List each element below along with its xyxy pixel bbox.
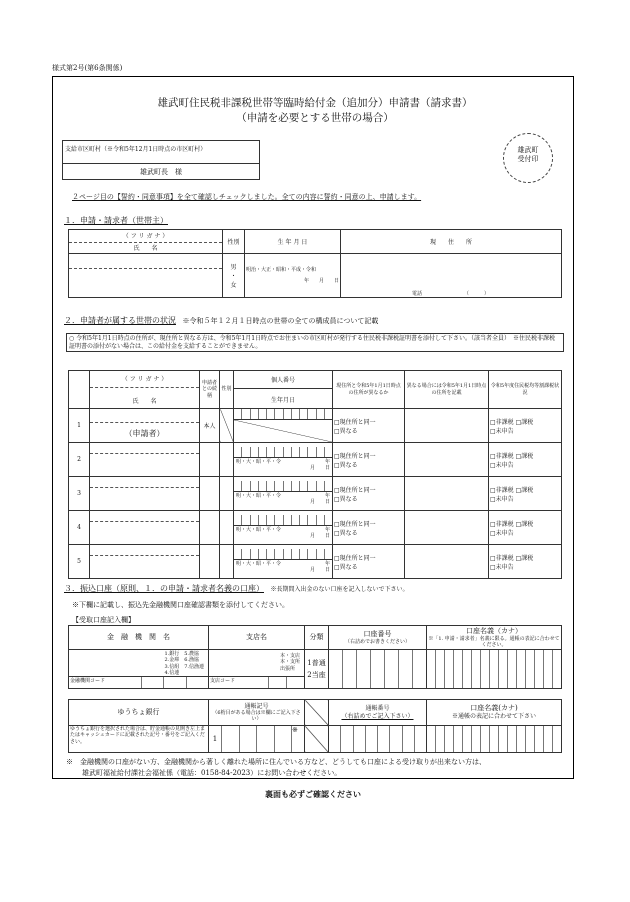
yucho-header: ゆうちょ銀行 [69, 700, 209, 726]
era-abbrev: 明・大・昭・平・令 [236, 492, 282, 499]
member-name-field[interactable] [90, 454, 199, 476]
birth-header: 生 年 月 日 [245, 230, 341, 254]
era-abbrev: 明・大・昭・平・令 [236, 526, 282, 533]
member-gender-field[interactable] [220, 443, 234, 477]
check-undeclared-label: □未申告 [490, 563, 514, 571]
year-label: 年 [324, 560, 330, 567]
address-box-label: 支給市区町村（※令和5年12月1日時点の市区町村） [63, 141, 259, 164]
address-box [62, 140, 260, 180]
member-name: （申請者） [124, 429, 165, 438]
passbook-symbol-field[interactable] [209, 726, 305, 753]
old-address-field[interactable] [405, 477, 489, 511]
my-number-field[interactable] [234, 447, 332, 458]
branch-type-1: 本・支店 [279, 653, 300, 659]
check-diff-label: □異なる [334, 427, 358, 435]
member-relation: 本人 [200, 409, 220, 443]
yucho-table [68, 699, 562, 753]
relation-header: 申請者との続柄 [200, 371, 220, 409]
tax-check-field[interactable] [489, 545, 562, 579]
check-taxfree-label: □非課税 [490, 554, 514, 562]
name-header: 氏 名 [133, 245, 158, 252]
tax-check-field[interactable] [489, 443, 562, 477]
address-check-field[interactable] [333, 511, 405, 545]
mayor-label: 雄武町長 様 [140, 168, 182, 176]
footer-note1: ※ 金融機関の口座がない方、金融機関から著しく離れた場所に住んでいる方など、どうしても口座による受け取りが出来ない方は、 [66, 758, 486, 766]
old-address-field[interactable] [405, 545, 489, 579]
diff-address-header: 異なる場合には令和5年1月1日時点の住所を記載 [405, 371, 489, 409]
member-name-field[interactable] [90, 488, 199, 510]
hh-gender-header: 性別 [220, 371, 234, 409]
member-furigana-field[interactable] [90, 443, 199, 454]
member-gender-field[interactable] [220, 511, 234, 545]
tax-status-header: 令和5年度住民税均等割課税状況 [489, 371, 562, 409]
yucho-name-field[interactable] [427, 726, 562, 753]
my-number-field[interactable] [234, 409, 332, 420]
check-taxed-label: □課税 [515, 554, 534, 562]
bank-header: 金 融 機 関 名 [69, 626, 209, 650]
row-number: 2 [69, 443, 90, 477]
passbook-no-field[interactable] [329, 726, 427, 753]
check-taxed-label: □課税 [515, 486, 534, 494]
applicant-address-field[interactable] [341, 254, 562, 298]
acct-name-field[interactable] [427, 650, 562, 689]
yucho-name-header: 口座名義(カナ) [470, 704, 518, 713]
address-check-field[interactable] [333, 409, 405, 443]
hh-name-header: 氏 名 [132, 398, 157, 405]
check-same-label: □現住所と同一 [334, 452, 376, 460]
old-address-field[interactable] [405, 409, 489, 443]
household-table [68, 370, 562, 579]
md-label: 月 日 [309, 533, 330, 539]
category-current: 2当座 [307, 670, 326, 679]
my-number-field[interactable] [234, 481, 332, 492]
confirmation-text: ２ページ目の【誓約・同意事項】を全て確認しチェックしました。全ての内容に誓約・同意の上、申請します。 [72, 193, 422, 201]
gender-male: 男 [230, 264, 237, 271]
yucho-note: ゆうちょ銀行を選択された場合は、貯金通帳の見開き左上またはキャッシュカードに記載された記号・番号をご記入ください。 [69, 726, 209, 753]
member-furigana-field[interactable] [90, 511, 199, 522]
check-diff-label: □異なる [334, 529, 358, 537]
household-row [69, 477, 562, 511]
old-address-field[interactable] [405, 511, 489, 545]
member-birth-field[interactable] [234, 458, 332, 473]
check-diff-label: □異なる [334, 461, 358, 469]
yucho-name-sub: ※通帳の表記に合わせて下さい [451, 713, 536, 721]
household-row [69, 511, 562, 545]
ymd-label: 年 月 日 [303, 277, 339, 284]
tax-check-field[interactable] [489, 409, 562, 443]
receipt-label: 【受取口座記入欄】 [72, 616, 135, 624]
check-taxed-label: □課税 [515, 520, 534, 528]
gender-header: 性別 [223, 230, 245, 254]
applicant-table [68, 229, 562, 298]
gender-female: 女 [230, 282, 237, 289]
stamp-line1: 雄武町 [517, 146, 539, 154]
section3-heading-note: ※長期間入出金のない口座を記入しないで下さい。 [270, 586, 409, 593]
check-same-label: □現住所と同一 [334, 486, 376, 494]
member-furigana-field[interactable] [90, 545, 199, 556]
section2-note: ※令和５年１２月１日時点の世帯の全ての構成員について記載 [182, 317, 379, 325]
bank-table [68, 625, 562, 689]
tax-check-field[interactable] [489, 477, 562, 511]
row-number: 5 [69, 545, 90, 579]
my-number-field[interactable] [234, 515, 332, 526]
old-address-field[interactable] [405, 443, 489, 477]
member-birth-field[interactable] [234, 420, 332, 442]
my-number-field[interactable] [234, 549, 332, 560]
stamp-line2: 受付印 [517, 154, 539, 163]
category-field[interactable] [305, 650, 329, 689]
acct-no-header: 口座番号 [363, 630, 392, 638]
check-undeclared-label: □未申告 [490, 427, 514, 435]
star-mark: ※ [291, 726, 304, 752]
form-title-line1: 雄武町住民税非課税世帯等臨時給付金（追加分）申請書（請求書） [157, 97, 473, 109]
hh-furigana-header: （ フ リ ガ ナ ） [90, 374, 199, 388]
phone-label: 電話 [412, 290, 423, 297]
address-header: 現 住 所 [341, 230, 562, 254]
category-header: 分類 [305, 626, 329, 650]
form-number: 様式第2号(第6条関係) [52, 64, 123, 72]
footer-note2: 雄武町福祉給付課社会福祉係（電話：0158-84-2023）にお問い合わせください。 [82, 769, 342, 777]
form-title-line2: （申請を必要とする世帯の場合） [236, 112, 394, 124]
my-number-header: 個人番号 [234, 375, 332, 389]
acct-no-sub: （右詰めでお書きください） [344, 638, 410, 645]
same-address-header: 現住所と令和5年1月1日時点の住所が異なるか [333, 371, 405, 409]
check-taxed-label: □課税 [515, 418, 534, 426]
yucho-diagonal [305, 700, 329, 726]
section2-notice: ○ 令和5年1月1日時点の住所が、現住所と異なる方は、令和5年1月1日時点でお住まいの市区町村が発行する住民税非課税証明書を添付して下さい。（該当者全員） ※住民税非課税証明書の添付がない場合は、この給付金を支給することができません。 [66, 333, 564, 352]
member-relation-field[interactable] [200, 443, 220, 477]
acct-no-field[interactable] [329, 650, 427, 689]
address-check-field[interactable] [333, 477, 405, 511]
era-abbrev: 明・大・昭・平・令 [236, 560, 282, 567]
passbook-symbol-sub: （6桁目がある場合は※欄にご記入下さい） [212, 710, 301, 723]
section3-note: ※下欄に記載し、振込先金融機関口座確認書類を添付してください。 [72, 601, 289, 609]
check-taxfree-label: □非課税 [490, 452, 514, 460]
address-check-field[interactable] [333, 545, 405, 579]
row-number: 1 [69, 409, 90, 443]
bank-code-label: 金融機関コード [70, 678, 106, 684]
section3-heading-sub: （原則、１．の申請・請求者名義の口座） [112, 584, 264, 593]
member-relation-field[interactable] [200, 477, 220, 511]
applicant-furigana-field[interactable] [69, 254, 222, 269]
gender-dot: ・ [230, 273, 237, 280]
member-gender-field[interactable] [220, 477, 234, 511]
acct-name-header: 口座名義（カナ） [466, 626, 522, 635]
member-gender-field[interactable] [220, 409, 234, 443]
bank-type-3: 3.信組 7.信漁連 [164, 663, 204, 670]
section3-heading: ３．振込口座 [64, 584, 112, 593]
phone-parens: （ ） [463, 290, 489, 297]
check-same-label: □現住所と同一 [334, 520, 376, 528]
branch-code-label: 支店コード [210, 678, 236, 684]
member-name-field[interactable] [90, 522, 199, 544]
tax-check-field[interactable] [489, 511, 562, 545]
branch-header: 支店名 [209, 626, 305, 650]
check-undeclared-label: □未申告 [490, 461, 514, 469]
bank-type-2: 2.金庫 6.漁協 [164, 657, 199, 664]
member-furigana-field[interactable] [90, 477, 199, 488]
md-label: 月 日 [309, 499, 330, 505]
year-label: 年 [324, 526, 330, 533]
back-page-note: 裏面も必ずご確認ください [265, 789, 361, 799]
check-undeclared-label: □未申告 [490, 529, 514, 537]
member-birth-field[interactable] [234, 492, 332, 507]
member-furigana-field[interactable] [90, 412, 199, 423]
check-same-label: □現住所と同一 [334, 418, 376, 426]
member-gender-field[interactable] [220, 545, 234, 579]
branch-code-field[interactable] [251, 677, 304, 688]
check-taxed-label: □課税 [515, 452, 534, 460]
member-name-field[interactable] [90, 556, 199, 578]
hh-birth-header: 生年月日 [270, 397, 295, 404]
branch-type-3: 出張所 [279, 665, 295, 672]
category-normal: 1普通 [307, 658, 326, 667]
reception-stamp [503, 133, 553, 183]
bank-code-field[interactable] [119, 677, 208, 688]
passbook-symbol-header: 通帳記号 [244, 702, 269, 710]
row-number: 4 [69, 511, 90, 545]
passbook-no-sub: （右詰めでご記入下さい） [341, 712, 414, 720]
household-row [69, 443, 562, 477]
address-check-field[interactable] [333, 443, 405, 477]
check-undeclared-label: □未申告 [490, 495, 514, 503]
passbook-no-header: 通帳番号 [365, 705, 390, 712]
household-row [69, 409, 562, 443]
md-label: 月 日 [309, 465, 330, 471]
check-taxfree-label: □非課税 [490, 520, 514, 528]
branch-type-2: 本・支所 [279, 659, 300, 666]
bank-type-1: 1.銀行 5.農協 [164, 651, 199, 657]
year-label: 年 [324, 492, 330, 499]
era-options: 明治・大正・昭和・平成・令和 [246, 267, 317, 274]
bank-type-4: 4.信連 [164, 669, 180, 676]
member-relation-field[interactable] [200, 511, 220, 545]
passbook-digit1: 1 [209, 726, 222, 752]
applicant-name-field[interactable] [69, 269, 222, 297]
member-relation-field[interactable] [200, 545, 220, 579]
row-number: 3 [69, 477, 90, 511]
acct-name-sub: ※「1. 申請・請求者」名義に限る。通帳の表記に合わせてください。 [428, 635, 560, 648]
check-taxfree-label: □非課税 [490, 486, 514, 494]
yucho-diagonal [305, 726, 329, 753]
branch-name-field[interactable] [209, 650, 305, 689]
furigana-header: （ フ リ ガ ナ ） [69, 231, 222, 243]
member-birth-field[interactable] [234, 526, 332, 541]
check-diff-label: □異なる [334, 563, 358, 571]
section2-heading: ２．申請者が属する世帯の状況 [64, 316, 176, 325]
section1-heading: １．申請・請求者（世帯主） [64, 216, 168, 225]
check-diff-label: □異なる [334, 495, 358, 503]
md-label: 月 日 [309, 567, 330, 573]
year-label: 年 [324, 458, 330, 465]
member-birth-field[interactable] [234, 560, 332, 575]
applicant-gender-field[interactable] [223, 254, 245, 298]
household-row [69, 545, 562, 579]
bank-name-field[interactable] [69, 650, 209, 689]
check-taxfree-label: □非課税 [490, 418, 514, 426]
check-same-label: □現住所と同一 [334, 554, 376, 562]
applicant-birth-field[interactable] [245, 254, 341, 298]
era-abbrev: 明・大・昭・平・令 [236, 458, 282, 465]
